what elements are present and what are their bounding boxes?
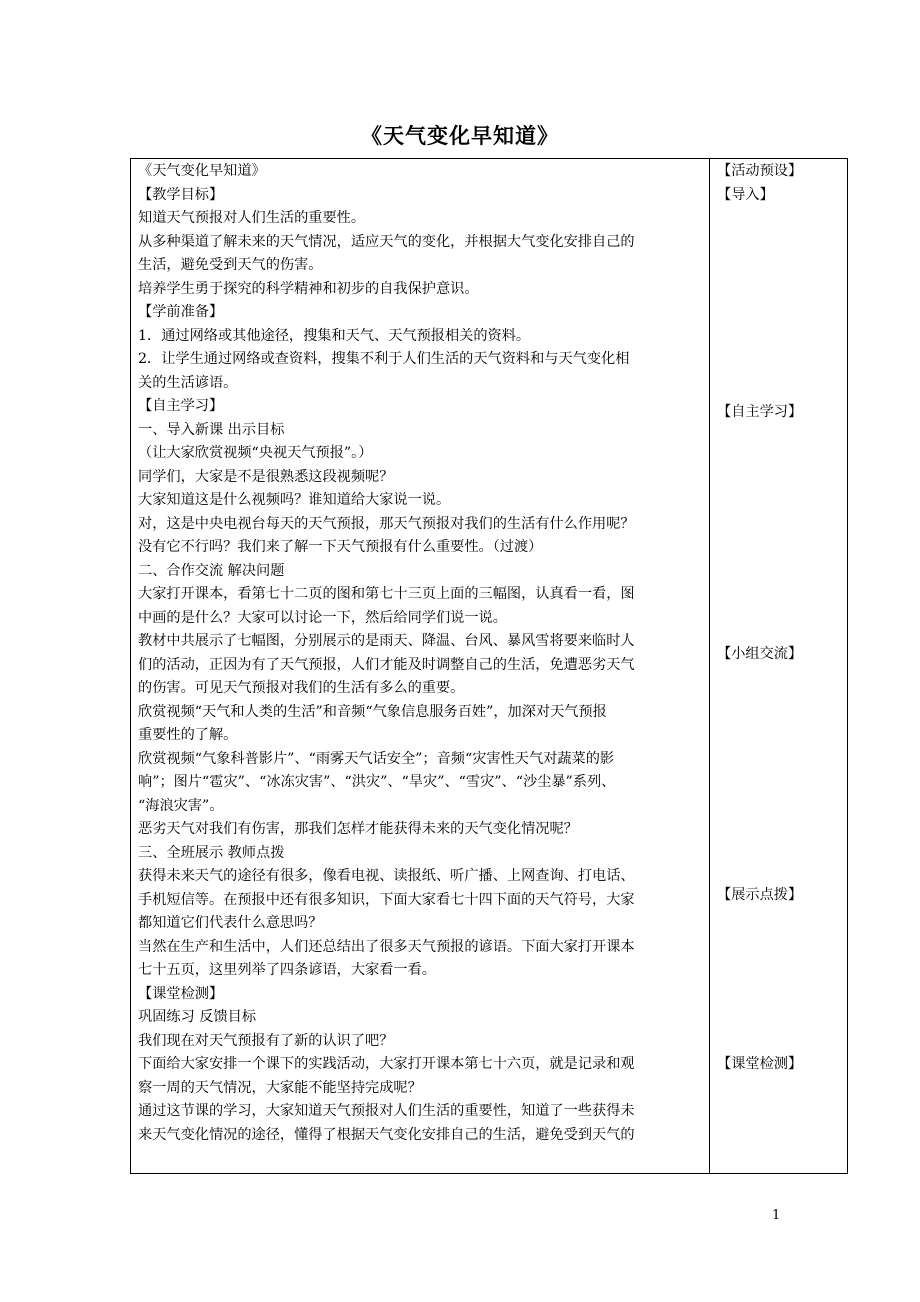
- content-line: 都知道它们代表什么意思吗？: [138, 915, 323, 931]
- content-line: 恶劣天气对我们有伤害，那我们怎样才能获得未来的天气变化情况呢？: [138, 821, 578, 837]
- content-line: 我们现在对天气预报有了新的认识了吧？: [138, 1032, 394, 1049]
- side-label-check: 【课堂检测】: [717, 1056, 803, 1072]
- side-label-show: 【展示点拨】: [717, 887, 803, 903]
- content-line: 大家知道这是什么视频吗？谁知道给大家说一说。: [138, 492, 451, 508]
- content-line: 三、全班展示 教师点拨: [138, 844, 285, 861]
- content-line: 中画的是什么？大家可以讨论一下，然后给同学们说一说。: [138, 609, 507, 626]
- column-divider: [709, 158, 710, 1174]
- content-line: 巩固练习 反馈目标: [138, 1009, 257, 1025]
- side-label-intro: 【导入】: [717, 187, 774, 203]
- document-title: 《天气变化早知道》: [361, 124, 559, 148]
- content-line: 通过这节课的学习，大家知道天气预报对人们生活的重要性，知道了一些获得未: [138, 1103, 635, 1119]
- content-line: 【教学目标】: [138, 186, 224, 203]
- content-line: 手机短信等。在预报中还有很多知识，下面大家看七十四下面的天气符号，大家: [138, 891, 635, 908]
- side-label-group: 【小组交流】: [717, 646, 803, 662]
- lesson-content: [138, 160, 704, 1147]
- content-line: 大家打开课本，看第七十二页的图和第七十三页上面的三幅图，认真看一看，图: [138, 586, 635, 602]
- content-line: 1．通过网络或其他途径，搜集和天气、天气预报相关的资料。: [138, 327, 531, 344]
- content-line: 的伤害。可见天气预报对我们的生活有多么的重要。: [138, 680, 465, 696]
- content-line: 欣赏视频“气象科普影片”、“雨雾天气话安全”；音频“灾害性天气对蔬菜的影: [138, 750, 615, 767]
- side-label-activity: 【活动预设】: [717, 163, 803, 179]
- page-number: 1: [772, 1208, 781, 1223]
- content-line: 七十五页，这里列举了四条谚语，大家看一看。: [138, 962, 436, 978]
- content-line: 一、导入新课 出示目标: [138, 421, 285, 438]
- content-line: 没有它不行吗？我们来了解一下天气预报有什么重要性。（过渡）: [138, 539, 543, 555]
- content-line: （让大家欣赏视频“央视天气预报”。）: [138, 445, 373, 461]
- content-line: 关的生活谚语。: [138, 374, 238, 391]
- content-line: 【学前准备】: [138, 304, 224, 320]
- content-line: 【自主学习】: [138, 398, 224, 414]
- content-line: 对，这是中央电视台每天的天气预报，那天气预报对我们的生活有什么作用呢？: [138, 515, 635, 532]
- content-line: 获得未来天气的途径有很多，像看电视、读报纸、听广播、上网查询、打电话、: [138, 868, 635, 884]
- content-line: 来天气变化情况的途径，懂得了根据天气变化安排自己的生活，避免受到天气的: [138, 1126, 635, 1143]
- content-line: 察一周的天气情况，大家能不能坚持完成呢？: [138, 1079, 422, 1096]
- content-line: 重要性的了解。: [138, 727, 238, 743]
- content-line: 2．让学生通过网络或查资料，搜集不利于人们生活的天气资料和与天气变化相: [138, 351, 630, 367]
- content-line: 同学们，大家是不是很熟悉这段视频呢？: [138, 468, 394, 485]
- content-line: 欣赏视频“天气和人类的生活”和音频“气象信息服务百姓”，加深对天气预报: [138, 703, 607, 720]
- content-line: 响”；图片“雹灾”、“冰冻灾害”、“洪灾”、“旱灾”、“雪灾”、“沙尘暴”系列、: [138, 774, 616, 790]
- content-line: 知道天气预报对人们生活的重要性。: [138, 210, 366, 226]
- content-line: 们的活动，正因为有了天气预报，人们才能及时调整自己的生活，免遭恶劣天气: [138, 656, 635, 673]
- content-line: 《天气变化早知道》: [138, 163, 266, 179]
- content-line: 生活，避免受到天气的伤害。: [138, 257, 323, 273]
- side-label-self-study: 【自主学习】: [717, 404, 803, 420]
- content-line: “海浪灾害”。: [138, 797, 224, 814]
- content-line: 【课堂检测】: [138, 985, 224, 1002]
- content-line: 从多种渠道了解未来的天气情况，适应天气的变化，并根据大气变化安排自己的: [138, 233, 635, 250]
- content-line: 下面给大家安排一个课下的实践活动，大家打开课本第七十六页，就是记录和观: [138, 1056, 635, 1072]
- content-line: 当然在生产和生活中，人们还总结出了很多天气预报的谚语。下面大家打开课本: [138, 938, 635, 955]
- content-line: 教材中共展示了七幅图，分别展示的是雨天、降温、台风、暴风雪将要来临时人: [138, 633, 635, 649]
- content-line: 二、合作交流 解决问题: [138, 562, 285, 579]
- content-line: 培养学生勇于探究的科学精神和初步的自我保护意识。: [138, 280, 479, 297]
